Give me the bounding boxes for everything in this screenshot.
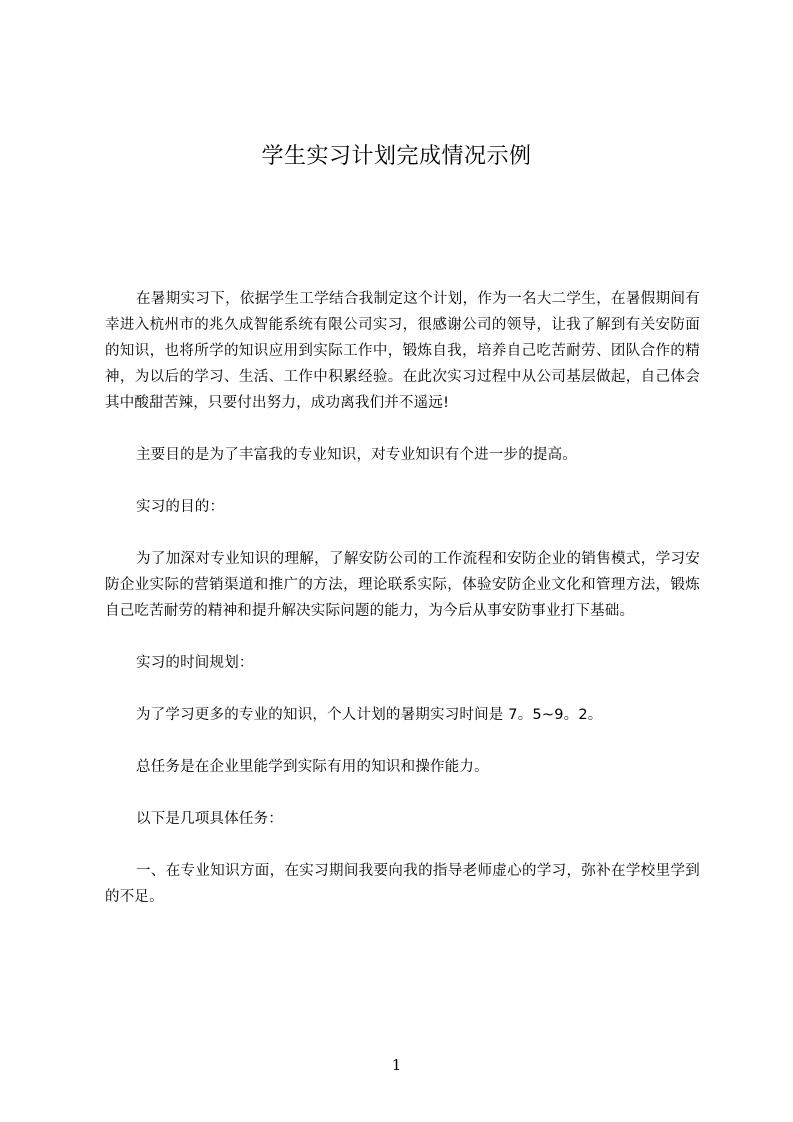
section-heading-schedule: 实习的时间规划： — [136, 655, 254, 671]
page-number: 1 — [391, 1056, 402, 1074]
purpose-paragraph: 为了加深对专业知识的理解，了解安防公司的工作流程和安防企业的销售模式，学习安防企业实际的营销渠道和推广的方法，理论联系实际，体验安防企业文化和管理方法，锻炼自己吃苦耐劳的精神和提升解决实际问题的能力，为今后从事安防事业打下基础。 — [105, 551, 700, 619]
document-body — [105, 286, 700, 910]
main-purpose-paragraph: 主要目的是为了丰富我的专业知识，对专业知识有个进一步的提高。 — [136, 447, 577, 463]
intro-paragraph: 在暑期实习下，依据学生工学结合我制定这个计划，作为一名大二学生，在暑假期间有幸进入杭州市的兆久成智能系统有限公司实习，很感谢公司的领导，让我了解到有关安防面的知识，也将所学的知识应用到实际工作中，锻炼自我，培养自己吃苦耐劳、团队合作的精神，为以后的学习、生活、工作中积累经验。在此次实习过程中从公司基层做起，自己体会其中酸甜苦辣，只要付出努力，成功离我们并不遥远! — [105, 291, 700, 411]
task-list-heading: 以下是几项具体任务： — [136, 811, 283, 827]
schedule-paragraph: 为了学习更多的专业的知识，个人计划的暑期实习时间是 7。5~9。2。 — [136, 707, 603, 723]
document-title: 学生实习计划完成情况示例 — [261, 144, 532, 169]
section-heading-purpose: 实习的目的： — [136, 499, 225, 515]
task-item-1: 一、在专业知识方面，在实习期间我要向我的指导老师虚心的学习，弥补在学校里学到的不足。 — [105, 863, 700, 905]
overall-task-paragraph: 总任务是在企业里能学到实际有用的知识和操作能力。 — [136, 759, 489, 775]
